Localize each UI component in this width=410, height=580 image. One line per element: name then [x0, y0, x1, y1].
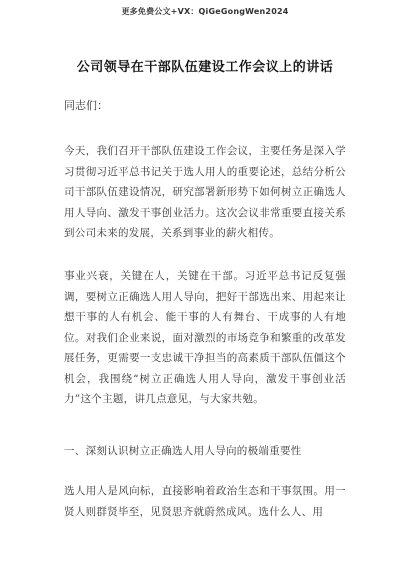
- page-title: 公司领导在干部队伍建设工作会议上的讲话: [76, 60, 334, 75]
- section-paragraph: 选人用人是风向标，直接影响着政治生态和干事氛围。用一贤人则群贤毕至，见贤思齐就蔚然成风。选什么人、用: [64, 485, 346, 518]
- salutation: 同志们：: [64, 99, 108, 112]
- watermark-header: 更多免费公文+VX：QiGeGongWen2024: [121, 7, 289, 16]
- section-heading: 一、深刻认识树立正确选人用人导向的极端重要性: [64, 445, 302, 457]
- body-paragraph: 今天，我们召开干部队伍建设工作会议，主要任务是深入学习贯彻习近平总书记关于选人用人的重要论述，总结分析公司干部队伍建设情况，研究部署新形势下如何树立正确选人用人导向、激发干事创业活力。这次会议非常重要直接关系到公司未来的发展，关系到事业的薪火相传。: [64, 145, 346, 239]
- body-paragraph: 事业兴衰，关键在人，关键在干部。习近平总书记反复强调，要树立正确选人用人导向，把好干部选出来、用起来让想干事的人有机会、能干事的人有舞台、干成事的人有地位。对我们企业来说，面对激烈的市场竞争和繁重的改革发展任务，更需要一支忠诚干净担当的高素质干部队伍僵这个机会，我围绕“树立正确选人用人导向，激发干事创业活力”这个主题，讲几点意见，与大家共勉。: [64, 270, 346, 405]
